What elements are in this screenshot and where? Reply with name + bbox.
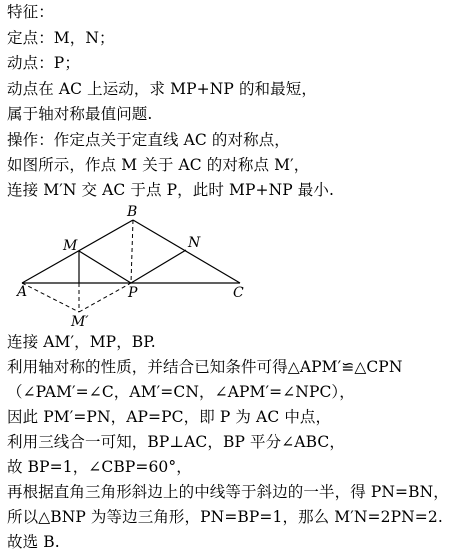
geometry-figure bbox=[0, 200, 280, 330]
text-line-10: 利用轴对称的性质，并结合已知条件可得△APM′≌△CPN bbox=[7, 358, 403, 376]
segment-a-mprime bbox=[22, 283, 79, 312]
text-line-8: 连接 M′N 交 AC 于点 P，此时 MP+NP 最小. bbox=[7, 181, 335, 199]
text-line-9: 连接 AM′，MP，BP. bbox=[7, 333, 156, 351]
text-line-6: 操作：作定点关于定直线 AC 的对称点， bbox=[7, 131, 290, 149]
segment-bp bbox=[131, 220, 133, 283]
text-line-1: 特征： bbox=[7, 3, 54, 21]
label-a: A bbox=[17, 284, 28, 300]
text-line-4: 动点在 AC 上运动，求 MP+NP 的和最短， bbox=[7, 80, 317, 98]
text-line-12: 因此 PM′=PN，AP=PC，即 P 为 AC 中点， bbox=[7, 408, 332, 426]
segment-bc bbox=[133, 220, 240, 283]
text-line-13: 利用三线合一可知，BP⊥AC，BP 平分∠ABC， bbox=[7, 433, 345, 451]
segment-mp bbox=[79, 251, 131, 283]
label-m: M bbox=[63, 238, 78, 254]
text-line-11: （∠PAM′=∠C，AM′=CN，∠APM′=∠NPC）， bbox=[7, 383, 355, 401]
text-line-3: 动点：P； bbox=[7, 54, 80, 72]
label-p: P bbox=[128, 285, 138, 301]
label-n: N bbox=[188, 235, 201, 251]
text-line-5: 属于轴对称最值问题. bbox=[7, 105, 153, 123]
text-line-14: 故 BP=1，∠CBP=60°， bbox=[7, 458, 192, 476]
label-m-prime: M′ bbox=[71, 314, 89, 330]
text-line-17: 故选 B. bbox=[7, 533, 60, 551]
text-line-7: 如图所示，作点 M 关于 AC 的对称点 M′， bbox=[7, 156, 310, 174]
label-c: C bbox=[233, 285, 244, 301]
segment-mprime-p bbox=[79, 283, 131, 312]
label-b: B bbox=[127, 204, 138, 220]
text-line-16: 所以△BNP 为等边三角形，PN=BP=1，那么 M′N=2PN=2. bbox=[7, 508, 443, 526]
text-line-15: 再根据直角三角形斜边上的中线等于斜边的一半，得 PN=BN， bbox=[7, 483, 449, 501]
text-line-2: 定点：M，N； bbox=[7, 29, 115, 47]
segment-pn bbox=[131, 250, 186, 283]
